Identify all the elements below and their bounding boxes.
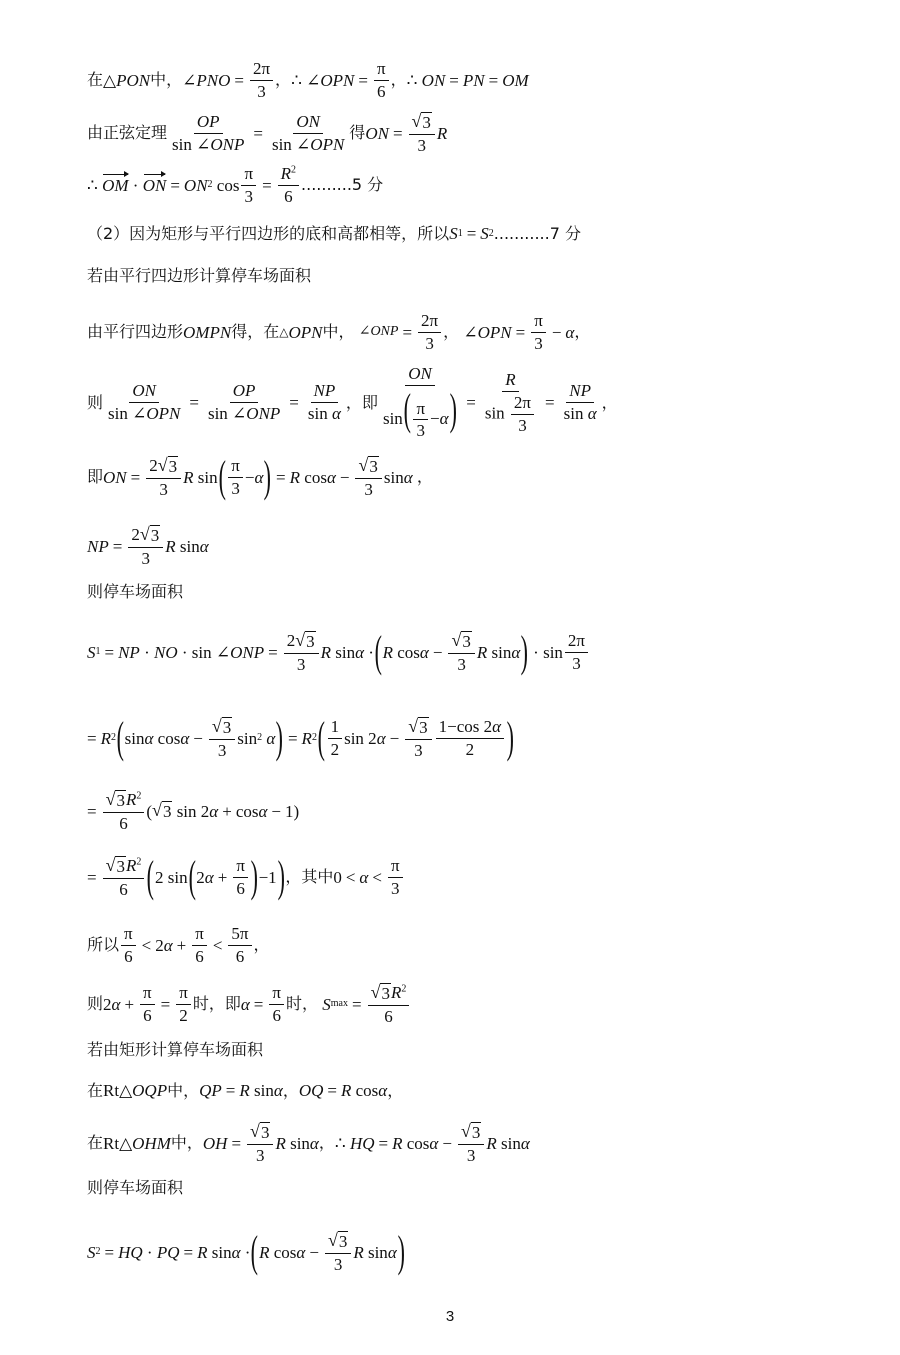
line-18: 在 Rt △ OQP 中， QP = R sin α ， OQ = R cos α ， [87, 1080, 404, 1100]
line-14: = √ 3 $R^2$ 6 ( 2 sin ( 2 α + $\frac{\pi}{6}$ ) −1 ) ，其中 0 < α < $\frac{\pi}{3}$ [87, 855, 405, 899]
line-11: S 1 = NP · NO · sin ∠ ONP = 2 √ 3 3 R sin α · ( R cos α − √ 3 3 R sin α ) · sin $\frac{2\pi}{3}$ [87, 630, 590, 674]
page-number: 3 [445, 1308, 455, 1325]
line-4: （2）因为矩形与平行四边形的底和高都相等，所以 S 1 = S 2 ...........7 分 [87, 223, 581, 243]
line-13: = √ 3 $R^2$ 6 ( √ 3 sin 2 α + cos α − 1) [87, 789, 300, 833]
line-10: 则停车场面积 [87, 582, 184, 601]
line-6: 由平行四边形 OMPN 得，在 △ OPN 中， ∠ONP = $\frac{2\pi}{3}$ ， ∠ OPN = $\frac{\pi}{3}$ − α ， [87, 311, 591, 353]
line-8: 即 ON = 2 √ 3 3 R sin ( $\frac{\pi}{3}$ − α ) = R cos α − √ 3 3 sin α ， [87, 452, 433, 501]
line-2: 由正弦定理 $\frac{OP}{\text{sin ∠ONP}}$ = $\frac{ON}{\text{sin ∠OPN}}$ 得 ON = √ 3 3 R [87, 111, 448, 155]
line-5: 若由平行四边形计算停车场面积 [87, 266, 312, 285]
line-12: = R 2 ( sin α cos α − √ 3 3 sin 2 α ) = R 2 ( $\frac{1}{2}$ sin 2 α − √ 3 3 $\frac{1-\cos 2\alpha}{2}$ ) [87, 713, 515, 762]
line-21: S 2 = HQ · PQ = R sin α · ( R cos α − √ 3 3 R sin α ) [87, 1227, 405, 1276]
line-20: 则停车场面积 [87, 1178, 184, 1197]
line-9: NP = 2 √ 3 3 R sin α [87, 524, 209, 568]
line-19: 在 Rt △ OHM 中， OH = √ 3 3 R sin α ， ∴ HQ = R cos α − √ 3 3 R sin α [87, 1121, 530, 1165]
line-3: ∴ OM · ON = ON 2 cos $\frac{\pi}{3}$ = $\frac{R^2}{6}$ ..........5 分 [87, 164, 384, 206]
line-17: 若由矩形计算停车场面积 [87, 1040, 264, 1059]
line-1: 在 △ PON 中， ∠ PNO = $\frac{2\pi}{3}$ ， ∴ ∠ OPN = $\frac{\pi}{6}$ ， ∴ ON = PN = OM [87, 59, 529, 101]
line-16: 则 2 α + $\frac{\pi}{6}$ = $\frac{\pi}{2}$ 时， 即 α = $\frac{\pi}{6}$ 时， S max = √ 3 $R^2$ 6 [87, 983, 411, 1026]
line-15: 所以 $\frac{\pi}{6}$ < 2 α + $\frac{\pi}{6}$ < $\frac{5\pi}{6}$ ， [87, 924, 270, 966]
line-7: 则 $\frac{ON}{\text{sin ∠OPN}}$ = $\frac{OP}{\text{sin ∠ONP}}$ = $\frac{NP}{\text{sin α}}$ ， 即 ON sin( $\frac{\pi}{3}$ −α) = R sin $\frac{2\pi}{3}$ = $\frac{NP}{\text{sin α}}$ ， [87, 364, 618, 441]
